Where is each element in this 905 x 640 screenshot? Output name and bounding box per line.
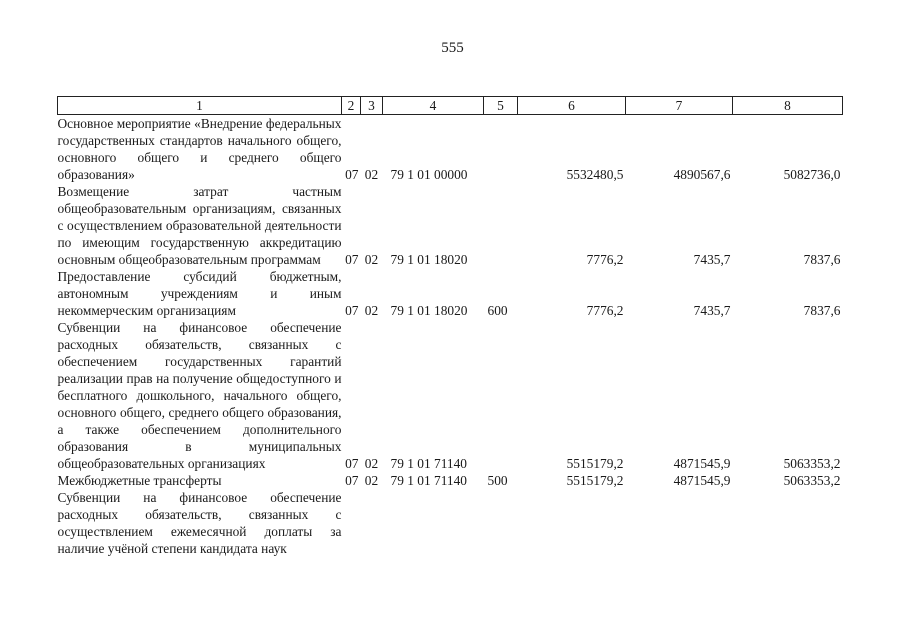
row-subsection [361,489,383,557]
budget-table [57,96,843,557]
header-row [58,97,843,115]
row-section: 07 [345,303,359,318]
row-target-code [383,489,484,557]
table-body [58,115,843,558]
row-target-code: 79 1 01 71140 [390,456,467,471]
row-amount-2: 7435,7 [693,252,731,267]
row-amount-1: 5515179,2 [566,473,624,488]
row-amount-2: 4871545,9 [673,473,731,488]
row-expense-type [484,489,518,557]
table-header [58,97,843,115]
row-amount-1: 5532480,5 [566,167,624,182]
row-amount-2: 7435,7 [693,303,731,318]
table-row [58,183,843,268]
row-amount-2 [626,489,733,557]
row-amount-2: 4871545,9 [673,456,731,471]
row-name: Основное мероприятие «Внедрение федеральных государственных стандартов начального общего, основного общего и среднего общего образования» [57,116,342,182]
header-col-1: 1 [58,97,342,115]
row-amount-1: 7776,2 [586,252,624,267]
row-section: 07 [345,473,359,488]
row-amount-3: 5082736,0 [783,167,841,182]
header-col-4: 4 [383,97,484,115]
row-target-code: 79 1 01 00000 [390,167,468,182]
header-col-5: 5 [484,97,518,115]
row-expense-type [484,115,518,184]
row-expense-type [484,183,518,268]
table-row [58,268,843,319]
header-col-7: 7 [626,97,733,115]
header-col-6: 6 [518,97,626,115]
row-amount-3: 5063353,2 [783,473,841,488]
row-amount-1: 7776,2 [586,303,624,318]
row-name: Субвенции на финансовое обеспечение расходных обязательств, связанных с осуществлением ежемесячной доплаты за наличие учёной степени кандидата наук [57,490,342,556]
row-section: 07 [345,252,359,267]
row-subsection: 02 [364,456,379,471]
row-target-code: 79 1 01 71140 [390,473,467,488]
row-section: 07 [345,167,359,182]
row-amount-3 [733,489,843,557]
row-subsection: 02 [364,303,379,318]
row-section [342,489,361,557]
table-row [58,472,843,489]
row-subsection: 02 [364,252,379,267]
row-expense-type: 600 [487,303,508,318]
row-target-code: 79 1 01 18020 [390,303,468,318]
row-name: Возмещение затрат частным общеобразовательным организациям, связанных с осуществлением образовательной деятельности по имеющим государственную аккредитацию основным общеобразовательным программам [57,184,342,267]
row-amount-2: 4890567,6 [673,167,731,182]
table-row [58,115,843,184]
header-col-3: 3 [361,97,383,115]
table-row [58,319,843,472]
row-amount-3: 5063353,2 [783,456,841,471]
row-amount-3: 7837,6 [803,303,841,318]
page-number: 555 [441,40,464,56]
row-section: 07 [345,456,359,471]
row-subsection: 02 [364,167,379,182]
row-amount-3: 7837,6 [803,252,841,267]
header-col-8: 8 [733,97,843,115]
table-row [58,489,843,557]
row-amount-1 [518,489,626,557]
row-name: Межбюджетные трансферты [57,473,222,488]
row-target-code: 79 1 01 18020 [390,252,468,267]
row-expense-type [484,319,518,472]
row-expense-type: 500 [487,473,508,488]
row-amount-1: 5515179,2 [566,456,624,471]
row-name: Субвенции на финансовое обеспечение расходных обязательств, связанных с обеспечением государственных гарантий реализации прав на получение общедоступного и бесплатного дошкольного, начального общего, основного общего, среднего общего образования, а также обеспечением дополнительного образования в муниципальных общеобразовательных организациях [57,320,342,471]
row-subsection: 02 [364,473,379,488]
header-col-2: 2 [342,97,361,115]
row-name: Предоставление субсидий бюджетным, автономным учреждениям и иным некоммерческим организациям [57,269,342,318]
